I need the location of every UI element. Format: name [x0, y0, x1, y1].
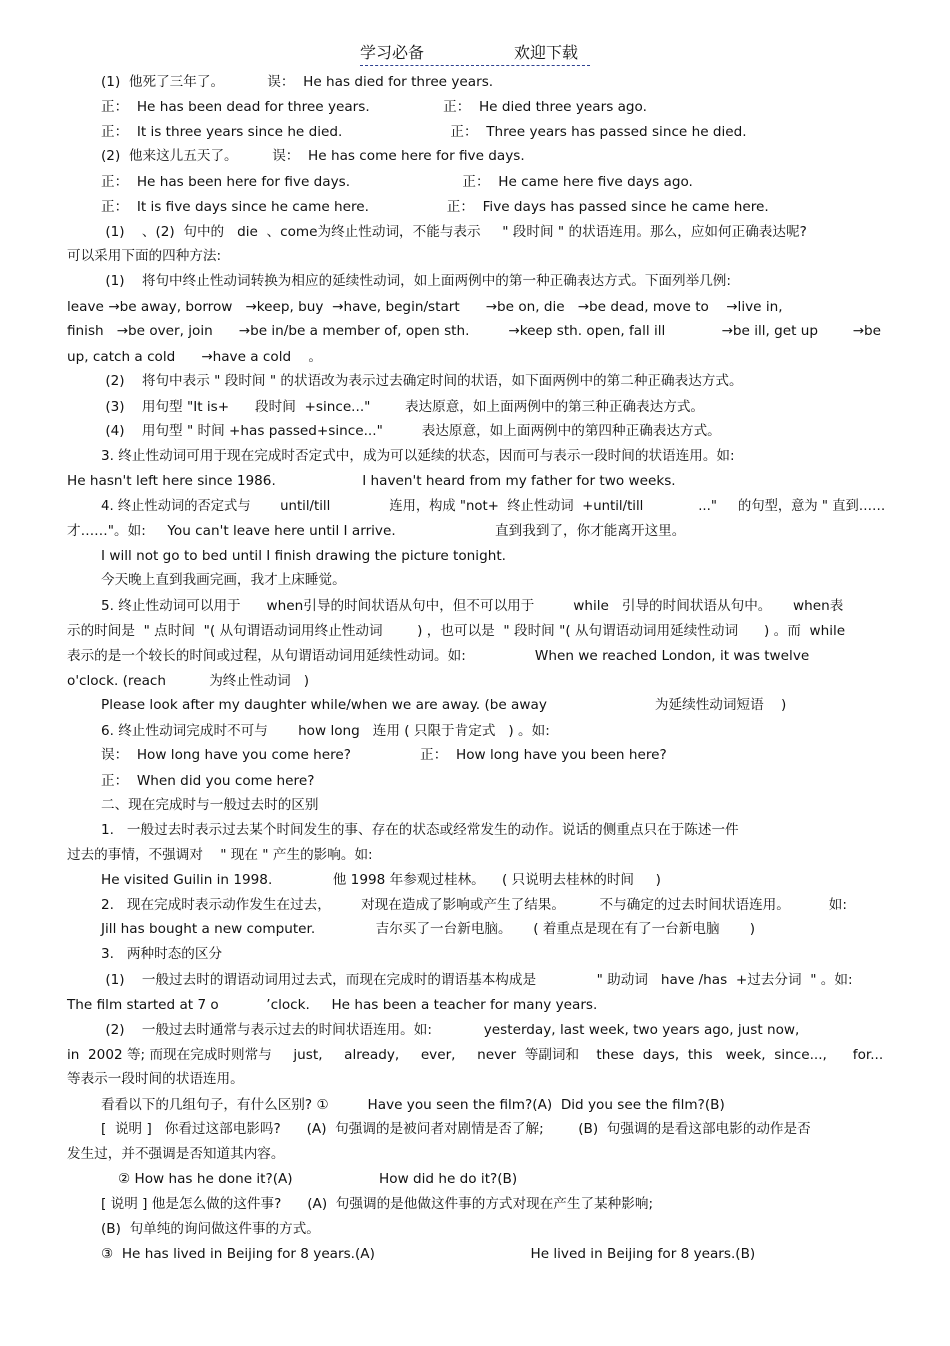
text-line: in 2002 等; 而现在完成时则常与 just, already, ever, never 等副词和 these days, this week, since..., for... — [67, 1047, 884, 1063]
text-line: 发生过，并不强调是否知道其内容。 — [67, 1146, 285, 1162]
text-line: o'clock. (reach 为终止性动词 ) — [67, 673, 310, 689]
text-line: 正： It is five days since he came here. 正： Five days has passed since he came here. — [101, 199, 769, 215]
text-line: finish →be over, join →be in/be a member of, open sth. →keep sth. open, fall ill →be ill, get up →be — [67, 323, 882, 339]
text-line: 看看以下的几组句子，有什么区别? ① Have you seen the film?(A) Did you see the film?(B) — [101, 1097, 725, 1113]
text-line: 二、现在完成时与一般过去时的区别 — [101, 797, 319, 813]
text-line: [ 说明 ] 你看过这部电影吗? (A) 句强调的是被问者对剧情是否了解; (B) 句强调的是看这部电影的动作是否 — [101, 1121, 811, 1137]
text-line: Jill has bought a new computer. 吉尔买了一台新电脑。 ( 着重点是现在有了一台新电脑 ) — [101, 921, 756, 937]
page-header — [0, 42, 950, 68]
text-line: 正： When did you come here? — [101, 773, 315, 789]
text-line: 示的时间是 " 点时间 "( 从句谓语动词用终止性动词 ) ，也可以是 " 段时间 "( 从句谓语动词用延续性动词 ) 。而 while — [67, 623, 846, 639]
text-line: The film started at 7 o ’clock. He has been a teacher for many years. — [67, 997, 598, 1013]
text-line: 今天晚上直到我画完画，我才上床睡觉。 — [101, 572, 346, 588]
text-line: 2. 现在完成时表示动作发生在过去， 对现在造成了影响或产生了结果。 不与确定的过去时间状语连用。 如: — [101, 897, 847, 913]
text-line: 表示的是一个较长的时间或过程，从句谓语动词用延续性动词。如: When we reached London, it was twelve — [67, 648, 810, 664]
text-line: 4. 终止性动词的否定式与 until/till 连用，构成 "not+ 终止性动词 +until/till ..." 的句型，意为 " 直到…… — [101, 498, 886, 514]
text-line: (1) 一般过去时的谓语动词用过去式，而现在完成时的谓语基本构成是 " 助动词 have /has +过去分词 " 。如: — [101, 972, 853, 988]
text-line: He hasn't left here since 1986. I haven't heard from my father for two weeks. — [67, 473, 676, 489]
text-line: Please look after my daughter while/when we are away. (be away 为延续性动词短语 ) — [101, 697, 787, 713]
text-line: 可以采用下面的四种方法: — [67, 248, 222, 264]
text-line: leave →be away, borrow →keep, buy →have, begin/start →be on, die →be dead, move to →live in, — [67, 299, 783, 315]
text-line: 3. 两种时态的区分 — [101, 946, 223, 962]
text-line: He visited Guilin in 1998. 他 1998 年参观过桂林。 ( 只说明去桂林的时间 ) — [101, 872, 661, 888]
text-line: (B) 句单纯的询问做这件事的方式。 — [101, 1221, 320, 1237]
text-line: up, catch a cold →have a cold 。 — [67, 349, 322, 365]
text-line: ② How has he done it?(A) How did he do it?(B) — [118, 1171, 518, 1187]
text-line: 过去的事情，不强调对 " 现在 " 产生的影响。如: — [67, 847, 373, 863]
text-line: 误： How long have you come here? 正： How long have you been here? — [101, 747, 667, 763]
text-line: (1) 将句中终止性动词转换为相应的延续性动词，如上面两例中的第一种正确表达方式。下面列举几例: — [101, 273, 731, 289]
text-line: 正： He has been here for five days. 正： He came here five days ago. — [101, 174, 693, 190]
text-line: ③ He has lived in Beijing for 8 years.(A) He lived in Beijing for 8 years.(B) — [101, 1246, 756, 1262]
header-underline — [360, 65, 590, 66]
text-line: [ 说明 ] 他是怎么做的这件事? (A) 句强调的是他做这件事的方式对现在产生了某种影响; — [101, 1196, 654, 1212]
text-line: 正： He has been dead for three years. 正： He died three years ago. — [101, 99, 647, 115]
text-line: 3. 终止性动词可用于现在完成时否定式中，成为可以延续的状态，因而可与表示一段时间的状语连用。如: — [101, 448, 735, 464]
text-line: 5. 终止性动词可以用于 when引导的时间状语从句中，但不可以用于 while 引导的时间状语从句中。 when表 — [101, 598, 844, 614]
text-line: (2) 将句中表示 " 段时间 " 的状语改为表示过去确定时间的状语，如下面两例中的第二种正确表达方式。 — [101, 373, 743, 389]
text-line: 正： It is three years since he died. 正： Three years has passed since he died. — [101, 124, 747, 140]
header-left-text: 学习必备 — [360, 43, 425, 62]
text-line: 才……"。如: You can't leave here until I arrive. 直到我到了，你才能离开这里。 — [67, 523, 686, 539]
header-right-text: 欢迎下载 — [514, 43, 579, 62]
text-line: 等表示一段时间的状语连用。 — [67, 1071, 244, 1087]
text-line: (4) 用句型 " 时间 +has passed+since..." 表达原意，如上面两例中的第四种正确表达方式。 — [101, 423, 721, 439]
text-line: I will not go to bed until I finish drawing the picture tonight. — [101, 548, 506, 564]
text-line: 1. 一般过去时表示过去某个时间发生的事、存在的状态或经常发生的动作。说话的侧重点只在于陈述一件 — [101, 822, 739, 838]
text-line: (2) 他来这儿五天了。 误： He has come here for five days. — [101, 148, 525, 164]
text-line: (3) 用句型 "It is+ 段时间 +since..." 表达原意，如上面两例中的第三种正确表达方式。 — [101, 399, 705, 415]
text-line: (1) 、(2) 句中的 die 、come为终止性动词，不能与表示 " 段时间 " 的状语连用。那么，应如何正确表达呢? — [101, 224, 807, 240]
text-line: (2) 一般过去时通常与表示过去的时间状语连用。如: yesterday, last week, two years ago, just now, — [101, 1022, 800, 1038]
text-line: 6. 终止性动词完成时不可与 how long 连用 ( 只限于肯定式 ) 。如: — [101, 723, 550, 739]
text-line: (1) 他死了三年了。 误： He has died for three years. — [101, 74, 494, 90]
